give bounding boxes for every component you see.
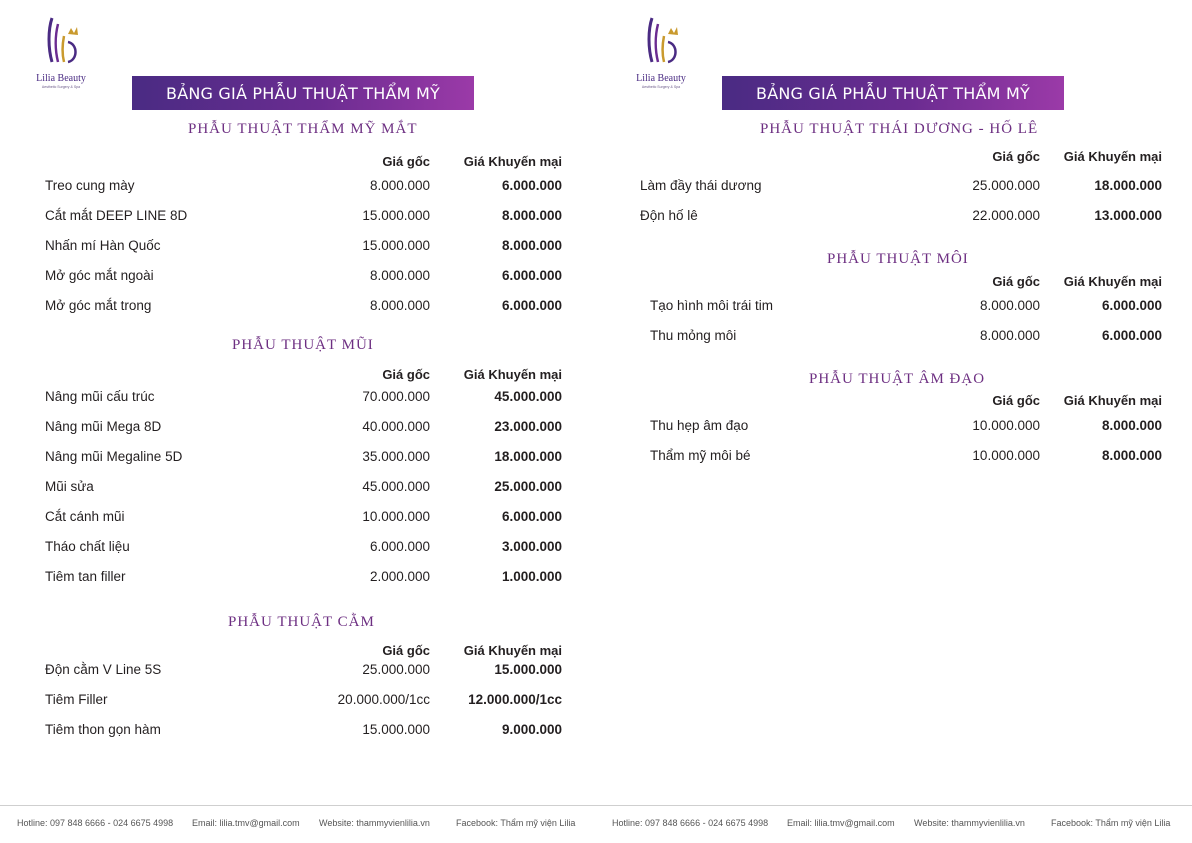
price-row (45, 298, 562, 318)
service-name: Độn hố lê (640, 208, 698, 223)
price-row (650, 328, 1162, 348)
original-price: 8.000.000 (369, 298, 430, 313)
section-title-eyes: PHẪU THUẬT THẨM MỸ MẮT (188, 121, 418, 137)
original-price: 10.000.000 (972, 448, 1040, 463)
column-original-price: Giá gốc (992, 149, 1040, 164)
price-row (650, 448, 1162, 468)
price-row (45, 692, 562, 712)
section-title-temple: PHẪU THUẬT THÁI DƯƠNG - HỐ LÊ (760, 121, 1039, 137)
original-price: 25.000.000 (362, 662, 430, 677)
service-name: Thu hẹp âm đạo (650, 418, 749, 433)
service-name: Thẩm mỹ môi bé (650, 448, 751, 463)
promo-price: 18.000.000 (494, 449, 562, 464)
original-price: 40.000.000 (362, 419, 430, 434)
service-name: Tiêm tan filler (45, 569, 126, 584)
brand-name: Lilia Beauty (636, 73, 686, 84)
price-row (45, 449, 562, 469)
original-price: 10.000.000 (972, 418, 1040, 433)
promo-price: 23.000.000 (494, 419, 562, 434)
price-row (45, 569, 562, 589)
price-row (45, 479, 562, 499)
original-price: 10.000.000 (362, 509, 430, 524)
service-name: Cắt cánh mũi (45, 509, 125, 524)
price-row (45, 178, 562, 198)
service-name: Tháo chất liệu (45, 539, 130, 554)
price-row (45, 509, 562, 529)
service-name: Thu mỏng môi (650, 328, 737, 343)
original-price: 22.000.000 (972, 208, 1040, 223)
price-sheet-right (596, 0, 1192, 843)
column-promo-price: Giá Khuyến mại (463, 154, 562, 169)
price-row (640, 178, 1162, 198)
original-price: 2.000.000 (369, 569, 430, 584)
promo-price: 8.000.000 (501, 238, 562, 253)
footer-facebook: Facebook: Thẩm mỹ viện Lilia (456, 818, 576, 828)
service-name: Nâng mũi Megaline 5D (45, 449, 183, 464)
original-price: 15.000.000 (362, 238, 430, 253)
promo-price: 1.000.000 (501, 569, 562, 584)
brand-tagline: Aesthetic Surgery & Spa (641, 85, 681, 89)
price-row (45, 419, 562, 439)
column-original-price: Giá gốc (382, 154, 430, 169)
original-price: 15.000.000 (362, 722, 430, 737)
promo-price: 8.000.000 (501, 208, 562, 223)
service-name: Độn cằm V Line 5S (45, 662, 162, 677)
price-row (45, 208, 562, 228)
service-name: Cắt mắt DEEP LINE 8D (45, 208, 188, 223)
promo-price: 12.000.000/1cc (468, 692, 562, 707)
price-row (45, 238, 562, 258)
footer-email: Email: lilia.tmv@gmail.com (787, 818, 895, 828)
original-price: 15.000.000 (362, 208, 430, 223)
promo-price: 6.000.000 (501, 509, 562, 524)
service-name: Tạo hình môi trái tim (650, 298, 774, 313)
original-price: 8.000.000 (369, 178, 430, 193)
price-row (650, 418, 1162, 438)
original-price: 8.000.000 (979, 328, 1040, 343)
logo-mark-icon (638, 16, 684, 68)
service-name: Tiêm thon gọn hàm (45, 722, 161, 737)
price-row (45, 268, 562, 288)
brand-name: Lilia Beauty (36, 73, 86, 84)
banner-title: BẢNG GIÁ PHẪU THUẬT THẨM MỸ (132, 76, 474, 110)
column-original-price: Giá gốc (992, 274, 1040, 289)
promo-price: 8.000.000 (1101, 448, 1162, 463)
section-title-nose: PHẪU THUẬT MŨI (232, 337, 374, 353)
footer-divider (0, 805, 1192, 806)
price-row (45, 662, 562, 682)
promo-price: 25.000.000 (494, 479, 562, 494)
footer-facebook: Facebook: Thẩm mỹ viện Lilia (1051, 818, 1171, 828)
promo-price: 13.000.000 (1094, 208, 1162, 223)
original-price: 25.000.000 (972, 178, 1040, 193)
column-promo-price: Giá Khuyến mại (463, 367, 562, 382)
logo-mark-icon (38, 16, 84, 68)
section-title-vagina: PHẪU THUẬT ÂM ĐẠO (809, 371, 986, 387)
promo-price: 6.000.000 (501, 178, 562, 193)
footer-hotline: Hotline: 097 848 6666 - 024 6675 4998 (17, 818, 174, 828)
original-price: 6.000.000 (369, 539, 430, 554)
original-price: 8.000.000 (369, 268, 430, 283)
column-promo-price: Giá Khuyến mại (1063, 149, 1162, 164)
service-name: Mũi sửa (45, 479, 94, 494)
footer-website: Website: thammyvienlilia.vn (319, 818, 430, 828)
price-row (45, 389, 562, 409)
promo-price: 9.000.000 (501, 722, 562, 737)
price-row (45, 539, 562, 559)
original-price: 70.000.000 (362, 389, 430, 404)
promo-price: 6.000.000 (1101, 328, 1162, 343)
column-original-price: Giá gốc (382, 367, 430, 382)
original-price: 35.000.000 (362, 449, 430, 464)
promo-price: 6.000.000 (501, 268, 562, 283)
column-original-price: Giá gốc (382, 643, 430, 658)
promo-price: 6.000.000 (501, 298, 562, 313)
promo-price: 3.000.000 (501, 539, 562, 554)
promo-price: 8.000.000 (1101, 418, 1162, 433)
original-price: 8.000.000 (979, 298, 1040, 313)
brand-logo (626, 16, 696, 89)
service-name: Nhấn mí Hàn Quốc (45, 238, 161, 253)
section-title-lips: PHẪU THUẬT MÔI (827, 251, 969, 267)
promo-price: 45.000.000 (494, 389, 562, 404)
footer-hotline: Hotline: 097 848 6666 - 024 6675 4998 (612, 818, 769, 828)
service-name: Treo cung mày (45, 178, 135, 193)
original-price: 45.000.000 (362, 479, 430, 494)
service-name: Mở góc mắt ngoài (45, 268, 154, 283)
service-name: Nâng mũi Mega 8D (45, 419, 162, 434)
brand-logo (26, 16, 96, 89)
banner-title: BẢNG GIÁ PHẪU THUẬT THẨM MỸ (722, 76, 1064, 110)
service-name: Tiêm Filler (45, 692, 108, 707)
column-original-price: Giá gốc (992, 393, 1040, 408)
price-row (650, 298, 1162, 318)
section-title-chin: PHẪU THUẬT CẰM (228, 614, 375, 630)
column-promo-price: Giá Khuyến mại (1063, 393, 1162, 408)
original-price: 20.000.000/1cc (337, 692, 430, 707)
column-promo-price: Giá Khuyến mại (463, 643, 562, 658)
footer-website: Website: thammyvienlilia.vn (914, 818, 1025, 828)
service-name: Nâng mũi cấu trúc (45, 389, 155, 404)
column-promo-price: Giá Khuyến mại (1063, 274, 1162, 289)
price-row (640, 208, 1162, 228)
promo-price: 15.000.000 (494, 662, 562, 677)
service-name: Làm đầy thái dương (640, 178, 762, 193)
price-row (45, 722, 562, 742)
footer-email: Email: lilia.tmv@gmail.com (192, 818, 300, 828)
service-name: Mở góc mắt trong (45, 298, 152, 313)
promo-price: 18.000.000 (1094, 178, 1162, 193)
brand-tagline: Aesthetic Surgery & Spa (41, 85, 81, 89)
promo-price: 6.000.000 (1101, 298, 1162, 313)
